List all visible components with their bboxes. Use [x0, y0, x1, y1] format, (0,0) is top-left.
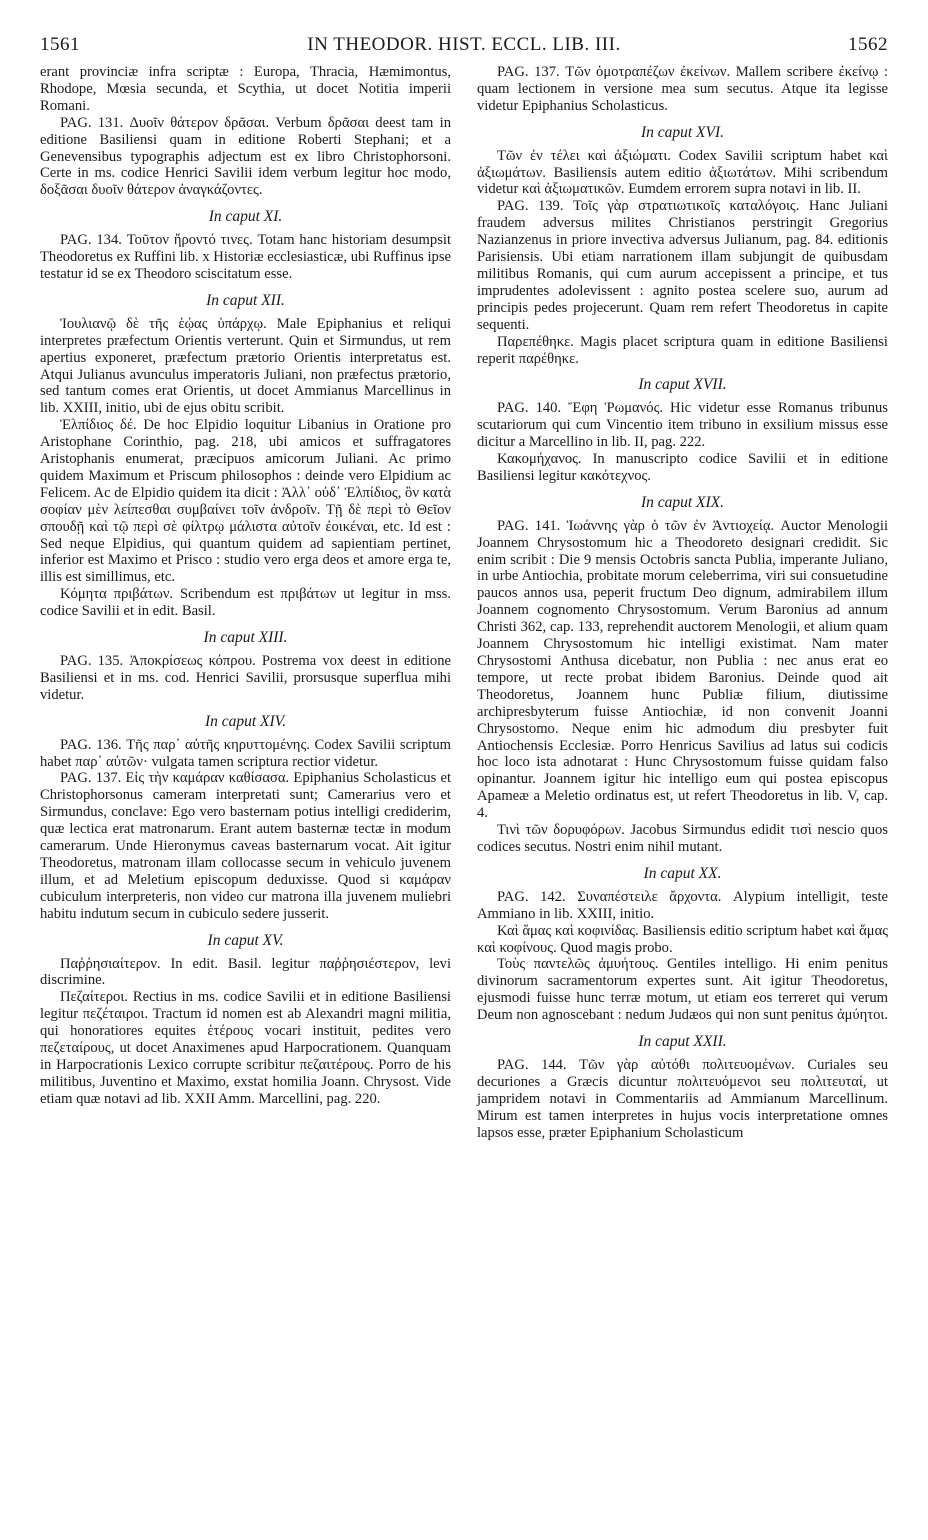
left-paragraph: Κόμητα πριβάτων. Scribendum est πριβάτων ut legitur in mss. codice Savilii et in edit. Basil.	[40, 586, 451, 620]
right-paragraph: Κακομήχανος. In manuscripto codice Savilii et in editione Basiliensi legitur κακότεχνος.	[477, 451, 888, 484]
right-section-heading: In caput XXII.	[638, 1033, 727, 1051]
left-paragraph: Ἰουλιανῷ δὲ τῆς ἑῴας ὑπάρχῳ. Male Epiphanius et reliqui interpretes præfectum Orientis verterunt. Quin et Sirmundus, ut rem apertius exponeret, præfectum prætorio Orientis interpretatus est. Atqui Julianus avunculus imperatoris Juliani, non præfectus prætorio, sed tantum comes erat Orientis, ut docet Ammianus Marcellinus in lib. XXIII, initio, ubi de ejus obitu scribit.	[40, 315, 451, 417]
right-section-heading: In caput XIX.	[640, 493, 725, 511]
right-paragraph: Τινὶ τῶν δορυφόρων. Jacobus Sirmundus edidit τισὶ nescio quos codices secutus. Nostri enim nihil mutant.	[477, 822, 888, 855]
right-section-heading: In caput XX.	[643, 864, 722, 882]
left-paragraph: erant provinciæ infra scriptæ : Europa, Thracia, Hæmimontus, Rhodope, Mœsia secunda, et Scythia, ut docet Notitia imperii Romani.	[40, 64, 451, 114]
running-title: IN THEODOR. HIST. ECCL. LIB. III.	[307, 34, 621, 55]
left-section-heading: In caput XV.	[207, 931, 284, 949]
right-column	[477, 64, 888, 1141]
left-paragraph: PAG. 136. Τῆς παρ᾽ αὐτῆς κηρυττομένης. Codex Savilii scriptum habet παρ᾽ αὐτῶν· vulgata tamen scriptura rectior videtur.	[40, 736, 451, 770]
right-paragraph: PAG. 141. Ἰωάννης γὰρ ὁ τῶν ἐν Ἀντιοχείᾳ. Auctor Menologii Joannem Chrysostomum hic a Theodoreto designari credidit. Sic enim scribit : Die 9 mensis Octobris sancta Publia, imperante Juliano, in urbe Antiochia, probitate morum celeberrima, viri sui consuetudine paucos annos usa, peperit fructum Deo dignum, admirabilem illum Joannem cognomento Chrysostomum. Verum Baronius ad annum Christi 362, cap. 133, reprehendit auctorem Menologii, et alium quam Joannem Chrysostomum hic intelligi existimat. Nam mater Chrysostomi Anthusa dicebatur, non Publia : nec anus erat eo tempore, ut recte probat ibidem Baronius. Deinde quod ait Theodoretus, Joannem hunc Publiæ filium, diutissime archipresbyterum fuisse Antiochiæ, id non convenit Joanni Chrysostomo. Neque enim hic admodum diu presbyter fuit Antiochensis Ecclesiæ. Porro Henricus Savilius ad latus sui codicis hoc loco ista adnotarat : Hunc Chrysostomum fuisse quidam falso opinantur. Joannem igitur hic intelligo eum qui postea episcopus Apameæ a Meletio ordinatus est, ut refert Theodoretus in lib. V, cap. 4.	[477, 517, 888, 822]
left-column	[40, 64, 451, 1141]
left-paragraph: Παῤῥησιαίτερον. In edit. Basil. legitur παῤῥησιέστερον, levi discrimine.	[40, 955, 451, 989]
right-paragraph: PAG. 137. Τῶν ὁμοτραπέζων ἐκείνων. Mallem scribere ἐκείνῳ : quam lectionem in versione mea sum secutus. Atque ita legisse videtur Epiphanius Scholasticus.	[477, 64, 888, 114]
page-header	[40, 34, 888, 58]
right-paragraph: Παρεπέθηκε. Magis placet scriptura quam in editione Basiliensi reperit παρέθηκε.	[477, 333, 888, 367]
right-paragraph: Τοὺς παντελῶς ἀμυήτους. Gentiles intelligo. Hi enim penitus divinorum sacramentorum expertes sunt. Ait igitur Theodoretus, ejusmodi fuisse hunc terræ motum, ut etiam eos terreret qui verum Deum non agnoscebant : nedum Judæos qui non sunt penitus ἀμύητοι.	[477, 956, 889, 1024]
right-paragraph: PAG. 144. Τῶν γὰρ αὐτόθι πολιτευομένων. Curiales seu decuriones a Græcis dicuntur πολιτευόμενοι seu πολιτευταί, ut jampridem notavi in Commentariis ad Ammianum Marcellinum. Mirum est tamen interpretes in hujus vocis interpretatione omnes lapsos esse, præter Epiphanium Scholasticum	[477, 1056, 888, 1141]
right-paragraph: PAG. 139. Τοῖς γὰρ στρατιωτικοῖς καταλόγοις. Hanc Juliani fraudem adversus milites Christianos perstringit Gregorius Nazianzenus in priore invectiva adversus Julianum, pag. 84. editionis Parisiensis. Ubi etiam narrationem illam subjungit de quibusdam militibus Romanis, qui cum aurum accepissent a principe, et tus imprudentes adolevissent : agnito postea scelere suo, aurum ad principis pedes projecerunt. Quam rem refert Theodoretus in capite sequenti.	[477, 198, 888, 333]
right-section-heading: In caput XVII.	[638, 376, 727, 394]
left-paragraph: Ἐλπίδιος δέ. De hoc Elpidio loquitur Libanius in Oratione pro Aristophane Corinthio, pag. 218, ubi amicos et suffragatores Aristophanis enumerat, præcipuos amicorum Juliani. Ac primo quidem Maximum et Priscum philosophos : deinde vero Elpidium ac Felicem. Ac de Elpidio quidem ita dicit : Ἀλλ᾽ οὐδ᾽ Ἐλπίδιος, ὃν κατὰ σοφίαν μὲν λείπεσθαι συμβαίνει τοῖν ἀνδροῖν. Τῇ δὲ περὶ τὸ Θεῖον σπουδῇ καὶ τῷ περὶ σὲ φίλτρῳ μάλιστα αὐτοῖν ἐοικέναι, etc. Id est : Sed neque Elpidius, qui quantum quidem ad sapientiam pertinet, inferior est Maximo et Prisco : studio vero erga deos et amore erga te, illis est simillimus, etc.	[40, 417, 451, 586]
left-section-heading: In caput XIV.	[204, 712, 287, 730]
left-paragraph: PAG. 131. Δυοῖν θάτερον δρᾶσαι. Verbum δρᾶσαι deest tam in editione Basiliensi quam in editione Roberti Stephani; et a Genevensibus typographis adjectum est ex libro Christophorsoni. Certe in ms. codice Henrici Savilii idem verbum legitur hoc modo, δοξᾶσαι δυοῖν θάτερον ἀναγκάζοντες.	[40, 114, 451, 199]
page-number-left: 1561	[40, 34, 80, 55]
left-section-heading: In caput XIII.	[203, 629, 288, 647]
page-number-right: 1562	[848, 34, 888, 55]
left-section-heading: In caput XII.	[206, 291, 285, 309]
left-paragraph: PAG. 137. Εἰς τὴν καμάραν καθίσασα. Epiphanius Scholasticus et Christophorsonus cameram interpretati sunt; Camerarius vero et Sirmundus, conclave: Ego vero basternam potius intelligi crediderim, quæ lectica erat matronarum. Erant autem basternæ tectæ in modum camerarum. Unde Hieronymus caveas basternarum vocat. Ait igitur Theodoretus, matronam illam collocasse secum in vehiculo juvenem illum, et ad Meletium episcopum deduxisse. Quod si καμάραν cubiculum interpreteris, non video cur matrona illa juvenem muliebri habitu indutum secum in cubiculo sedere jusserit.	[40, 770, 451, 922]
left-paragraph: Πεζαίτεροι. Rectius in ms. codice Savilii et in editione Basiliensi legitur πεζέταιροι. Tractum id nomen est ab Alexandri magni militia, qui honoratiores equites ἑτέρους vocari instituit, pedites vero πεζεταίρους, ut docet Anaximenes apud Harpocrationem. Quanquam in Harpocrationis Lexico corrupte scribitur πεζαιτέρους. Porro de his militibus, Juventino et Maximo, exstat homilia Joann. Chrysost. Vide etiam quæ notavi ad lib. XXII Amm. Marcellini, pag. 220.	[40, 989, 451, 1107]
right-paragraph: PAG. 140. Ἔφη Ῥωμανός. Hic videtur esse Romanus tribunus scutariorum qui cum Vincentio item tribuno in exsilium missus esse dicitur a Marcellino in lib. II, pag. 222.	[477, 400, 888, 451]
right-paragraph: PAG. 142. Συναπέστειλε ἄρχοντα. Alypium intelligit, teste Ammiano in lib. XXIII, initio.	[477, 888, 888, 922]
left-paragraph: PAG. 134. Τοῦτον ἤροντό τινες. Totam hanc historiam desumpsit Theodoretus ex Ruffini lib. x Historiæ ecclesiasticæ, ubi Ruffinus ipse testatur id se ex Theodoro sciscitatum esse.	[40, 232, 451, 282]
text-columns	[40, 64, 888, 1141]
right-paragraph: Τῶν ἐν τέλει καὶ ἀξιώματι. Codex Savilii scriptum habet καὶ ἀξιωμάτων. Basiliensis autem editio ἀξιωτάτων. Mihi scribendum videtur καὶ ἀξιωματικῶν. Eumdem errorem supra notavi in lib. II.	[477, 147, 888, 198]
left-paragraph: PAG. 135. Ἀποκρίσεως κόπρου. Postrema vox deest in editione Basiliensi et in ms. cod. Henrici Savilii, prorsusque superflua mihi videtur.	[40, 653, 451, 703]
left-section-heading: In caput XI.	[208, 208, 283, 226]
right-paragraph: Καὶ ἅμας καὶ κοφινίδας. Basiliensis editio scriptum habet καὶ ἅμας καὶ κοφίνους. Quod magis probo.	[477, 922, 888, 956]
right-section-heading: In caput XVI.	[640, 123, 725, 141]
